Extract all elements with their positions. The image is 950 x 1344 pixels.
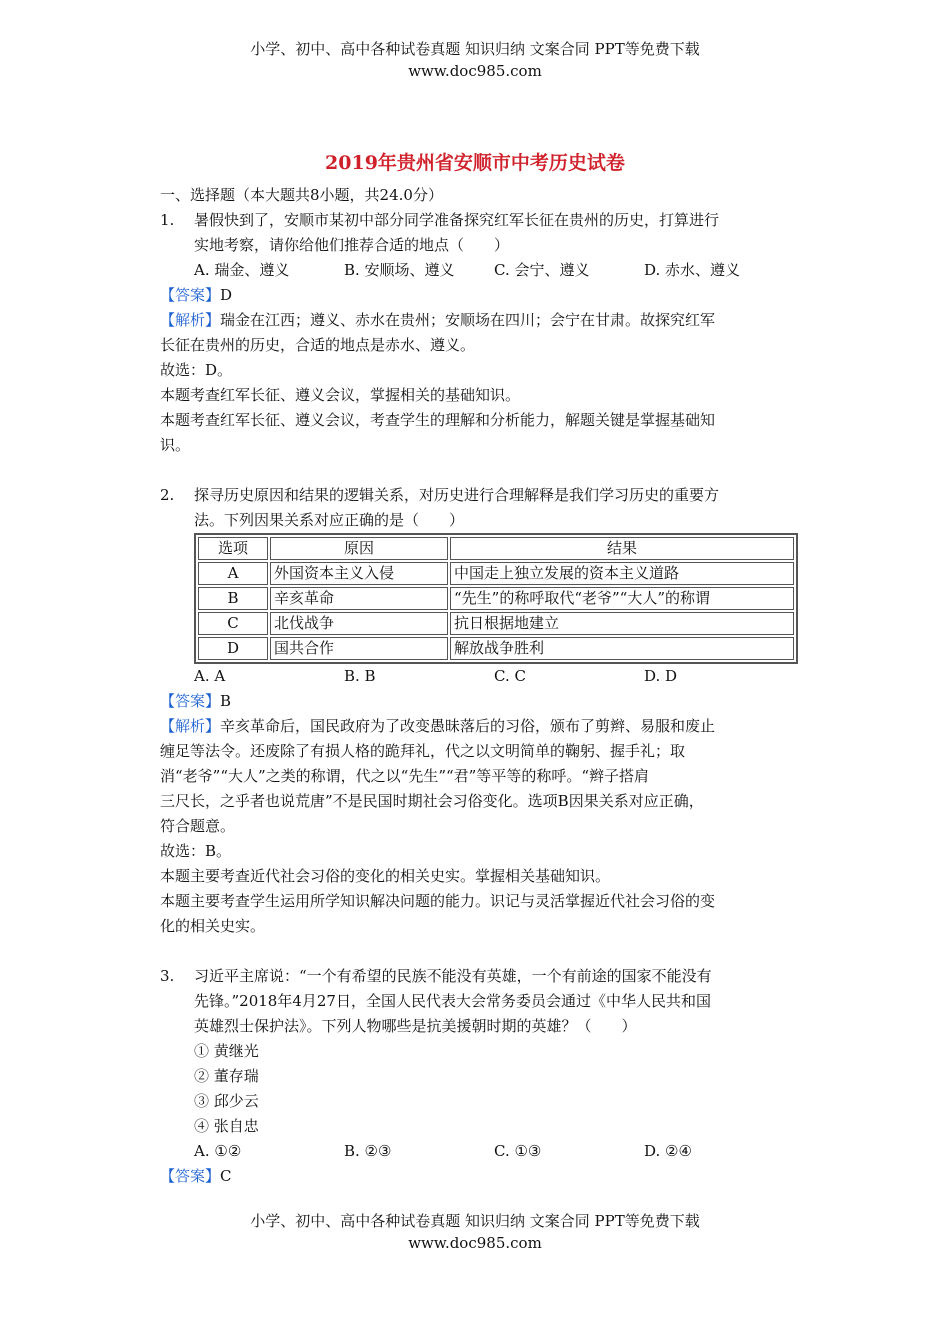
table-header-cell: 原因 (270, 537, 448, 560)
list-item: ① 黄继光 (194, 1042, 259, 1060)
table-cell: A (198, 562, 268, 585)
analysis-text: 缠足等法令。还废除了有损人格的跪拜礼，代之以文明简单的鞠躬、握手礼；取 (160, 742, 686, 760)
option-a: A. 瑞金、遵义 (194, 261, 290, 279)
analysis-text: 三尺长，之乎者也说荒唐”不是民国时期社会习俗变化。选项B因果关系对应正确， (160, 792, 704, 810)
footer-line-1: 小学、初中、高中各种试卷真题 知识归纳 文案合同 PPT等免费下载 (250, 1212, 700, 1230)
table-row (198, 562, 794, 585)
table-row (198, 637, 794, 660)
analysis-tag: 【解析】 (160, 717, 221, 735)
analysis-text: 故选：B。 (160, 842, 232, 860)
option-d: D. D (644, 667, 678, 685)
page-header (0, 38, 950, 82)
question-1 (160, 208, 800, 458)
page-title: 2019年贵州省安顺市中考历史试卷 (325, 152, 625, 174)
answer-value: C (220, 1167, 232, 1185)
page-footer (0, 1210, 950, 1254)
header-url: www.doc985.com (408, 62, 542, 80)
table-cell: 国共合作 (270, 637, 448, 660)
header-line-1: 小学、初中、高中各种试卷真题 知识归纳 文案合同 PPT等免费下载 (250, 40, 700, 58)
footer-url: www.doc985.com (408, 1234, 542, 1252)
table-cell: “先生”的称呼取代“老爷”“大人”的称谓 (450, 587, 794, 610)
option-c: C. 会宁、遵义 (494, 261, 590, 279)
question-number: 3. (160, 967, 175, 985)
list-item: ② 董存瑞 (194, 1067, 259, 1085)
section-heading: 一、选择题（本大题共8小题，共24.0分） (160, 186, 443, 204)
option-a: A. A (194, 667, 226, 685)
option-d: D. ②④ (644, 1142, 692, 1160)
table-cell: 抗日根据地建立 (450, 612, 794, 635)
table-cell: 北伐战争 (270, 612, 448, 635)
answer-line (160, 689, 800, 714)
analysis-text: 识。 (160, 436, 191, 454)
analysis-line (160, 308, 800, 333)
question-stem-line: 实地考察，请你给他们推荐合适的地点（ ） (194, 236, 510, 254)
analysis-tag: 【解析】 (160, 311, 221, 329)
table-row (198, 612, 794, 635)
table-cell: 辛亥革命 (270, 587, 448, 610)
analysis-text: 本题主要考查学生运用所学知识解决问题的能力。识记与灵活掌握近代社会习俗的变 (160, 892, 716, 910)
analysis-text: 本题考查红军长征、遵义会议，考查学生的理解和分析能力，解题关键是掌握基础知 (160, 411, 716, 429)
table-cell: B (198, 587, 268, 610)
analysis-text: 化的相关史实。 (160, 917, 266, 935)
list-item: ③ 邱少云 (194, 1092, 259, 1110)
table-cell: 中国走上独立发展的资本主义道路 (450, 562, 794, 585)
table-cell: 解放战争胜利 (450, 637, 794, 660)
analysis-line (160, 714, 800, 739)
answer-value: B (220, 692, 232, 710)
question-stem-line: 暑假快到了，安顺市某初中部分同学准备探究红军长征在贵州的历史，打算进行 (194, 211, 720, 229)
table-header-cell: 结果 (450, 537, 794, 560)
answer-line (160, 283, 800, 308)
answer-line (160, 1164, 800, 1189)
analysis-text: 消“老爷”“大人”之类的称谓，代之以“先生”“君”等平等的称呼。“辫子搭肩 (160, 767, 650, 785)
analysis-text: 符合题意。 (160, 817, 236, 835)
answer-tag: 【答案】 (160, 286, 221, 304)
option-c: C. ①③ (494, 1142, 542, 1160)
option-c: C. C (494, 667, 526, 685)
answer-tag: 【答案】 (160, 692, 221, 710)
question-stem-line: 习近平主席说：“一个有希望的民族不能没有英雄，一个有前途的国家不能没有 (194, 967, 712, 985)
table-cell: C (198, 612, 268, 635)
question-number: 2. (160, 486, 175, 504)
question-stem-line: 先锋。”2018年4月27日，全国人民代表大会常务委员会通过《中华人民共和国 (194, 992, 711, 1010)
question-stem-line: 法。下列因果关系对应正确的是（ ） (194, 511, 465, 529)
question-2 (160, 483, 800, 939)
analysis-text: 本题主要考查近代社会习俗的变化的相关史实。掌握相关基础知识。 (160, 867, 611, 885)
option-a: A. ①② (194, 1142, 242, 1160)
question-stem-line: 英雄烈士保护法》。下列人物哪些是抗美援朝时期的英雄？（ ） (194, 1017, 637, 1035)
analysis-text: 瑞金在江西；遵义、赤水在贵州；安顺场在四川；会宁在甘肃。故探究红军 (220, 311, 716, 329)
option-b: B. 安顺场、遵义 (344, 261, 455, 279)
table-cell: D (198, 637, 268, 660)
cause-effect-table (194, 533, 798, 664)
analysis-text: 故选：D。 (160, 361, 233, 379)
table-cell: 外国资本主义入侵 (270, 562, 448, 585)
question-3 (160, 964, 800, 1189)
option-b: B. ②③ (344, 1142, 392, 1160)
answer-tag: 【答案】 (160, 1167, 221, 1185)
option-row (160, 664, 800, 689)
option-row (160, 1139, 800, 1164)
table-header-row (198, 537, 794, 560)
analysis-text: 本题考查红军长征、遵义会议，掌握相关的基础知识。 (160, 386, 521, 404)
option-row (160, 258, 800, 283)
question-stem-line: 探寻历史原因和结果的逻辑关系，对历史进行合理解释是我们学习历史的重要方 (194, 486, 720, 504)
table-header-cell: 选项 (198, 537, 268, 560)
analysis-text: 长征在贵州的历史，合适的地点是赤水、遵义。 (160, 336, 476, 354)
exam-content (160, 183, 800, 1189)
analysis-text: 辛亥革命后，国民政府为了改变愚昧落后的习俗，颁布了剪辫、易服和废止 (220, 717, 716, 735)
question-number: 1. (160, 211, 175, 229)
option-d: D. 赤水、遵义 (644, 261, 741, 279)
answer-value: D (220, 286, 233, 304)
list-item: ④ 张自忠 (194, 1117, 259, 1135)
table-row (198, 587, 794, 610)
option-b: B. B (344, 667, 376, 685)
